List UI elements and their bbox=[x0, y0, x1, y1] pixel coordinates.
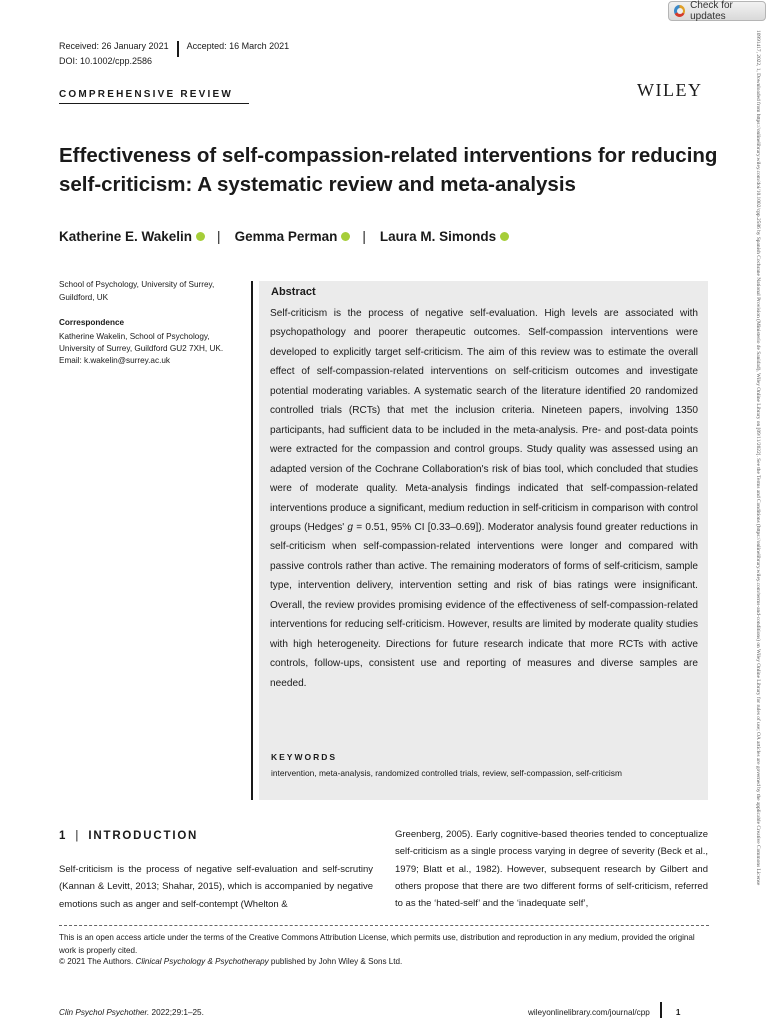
doi[interactable]: DOI: 10.1002/cpp.2586 bbox=[59, 56, 153, 66]
crossmark-icon bbox=[674, 5, 685, 17]
copyright-note bbox=[59, 957, 402, 966]
side-download-notice: 10991417, 2022, 1, Downloaded from https://onlinelibrary.wiley.com/doi/10.1002/cpp.2586 by Spanish Cochrane National Provision (Ministerio de Sanidad), Wiley Online Library on [09/11/2022]. See the Terms and Conditions (https://onlinelibrary.wiley.com/terms-and-conditions) on Wiley Online Library for rules of use; OA articles are governed by the applicable Creative Commons License bbox=[755, 30, 761, 886]
check-for-updates-button[interactable] bbox=[668, 1, 766, 21]
affiliation: School of Psychology, University of Surrey, Guildford, UK bbox=[59, 280, 215, 302]
journal-name: Clinical Psychology & Psychotherapy bbox=[135, 957, 269, 966]
author-separator: | bbox=[362, 229, 366, 244]
abstract-rule bbox=[251, 281, 253, 800]
orcid-icon[interactable] bbox=[341, 232, 350, 241]
author-name[interactable]: Laura M. Simonds bbox=[379, 229, 497, 244]
correspondence-line: Katherine Wakelin, School of Psychology, bbox=[59, 332, 210, 341]
hedges-g-symbol: g bbox=[347, 521, 354, 533]
copyright-suffix: published by John Wiley & Sons Ltd. bbox=[268, 957, 403, 966]
license-note: This is an open access article under the terms of the Creative Commons Attribution License, which permits use, distribution and reproduction in any medium, provided the original work is properly cited. bbox=[59, 933, 695, 955]
footer-separator bbox=[660, 1002, 662, 1018]
correspondence-details bbox=[59, 331, 249, 367]
abstract-heading: Abstract bbox=[271, 286, 316, 298]
author-list bbox=[59, 229, 509, 244]
correspondence-email[interactable]: Email: k.wakelin@surrey.ac.uk bbox=[59, 356, 170, 365]
page-number: 1 bbox=[675, 1008, 681, 1017]
keywords-list: intervention, meta-analysis, randomized controlled trials, review, self-compassion, self-criticism bbox=[271, 768, 622, 778]
abstract-text bbox=[270, 304, 698, 693]
correspondence-line: University of Surrey, Guildford GU2 7XH, UK. bbox=[59, 344, 224, 353]
section-number: 1 bbox=[59, 830, 66, 842]
introduction-right-column: Greenberg, 2005). Early cognitive-based theories tended to conceptualize self-criticism as a single process varying in degree of severity (Beck et al., 1979; Blatt et al., 1982). However, subsequent research by Gilbert and others propose that there are two different forms of self-criticism, referred to as the ‘hated-self’ and the ‘inadequate self’, bbox=[395, 829, 708, 910]
orcid-icon[interactable] bbox=[500, 232, 509, 241]
section-label: COMPREHENSIVE REVIEW bbox=[59, 89, 234, 100]
citation-journal: Clin Psychol Psychother. bbox=[59, 1008, 150, 1017]
journal-url[interactable]: wileyonlinelibrary.com/journal/cpp bbox=[528, 1008, 650, 1017]
copyright-prefix: © 2021 The Authors. bbox=[59, 957, 136, 966]
article-dates bbox=[59, 38, 289, 54]
footnote-divider bbox=[59, 925, 709, 926]
orcid-icon[interactable] bbox=[196, 232, 205, 241]
correspondence-heading: Correspondence bbox=[59, 318, 125, 327]
abstract-text-part: = 0.51, 95% CI [0.33–0.69]). Moderator analysis found greater reductions in self-criticism when self-compassion-related interventions were longer and compared with passive controls rather than active. The remaining moderators of forms of self-criticism, sample type, intervention delivery, intervention setting and risk of bias ratings were insignificant. Overall, the review provides promising evidence of the effectiveness of self-compassion-related interventions for reducing self-criticism. However, results are limited by moderate quality studies with high heterogeneity. Directions for future research indicate that more RCTs with active controls, follow-ups, consistent use and reporting of measures and diverse samples are needed. bbox=[270, 521, 698, 689]
citation bbox=[59, 1008, 204, 1017]
section-underline bbox=[59, 103, 249, 104]
received-date: Received: 26 January 2021 bbox=[59, 41, 169, 51]
keywords-heading: KEYWORDS bbox=[271, 752, 338, 762]
check-for-updates-label: Check for updates bbox=[690, 0, 733, 22]
accepted-date: Accepted: 16 March 2021 bbox=[186, 41, 290, 51]
date-separator bbox=[177, 41, 179, 57]
section-number-separator: | bbox=[75, 830, 79, 842]
citation-volume: 2022;29:1–25. bbox=[149, 1008, 204, 1017]
introduction-heading bbox=[59, 830, 198, 842]
article-title: Effectiveness of self-compassion-related interventions for reducing self-criticism: A systematic review and meta-analysis bbox=[59, 144, 718, 196]
section-title: INTRODUCTION bbox=[88, 830, 199, 842]
abstract-text-part: Self-criticism is the process of negative self-evaluation. High levels are associated with psychopathology and poorer therapeutic outcomes. Self-compassion interventions were developed to explicitly target self-criticism. The aim of this review was to estimate the overall effect of self-compassion-related interventions on self-criticism outcomes and investigate potential moderating variables. A systematic search of the literature identified 20 randomized controlled trials (RCTs) that met the inclusion criteria. Nineteen papers, involving 1350 participants, had sufficient data to be included in the meta-analysis. Pre- and post-data points were extracted for the compassion and control groups. Study quality was assessed using an adapted version of the Cochrane Collaboration's risk of bias tool, which concluded that studies were of moderate quality. Meta-analysis findings indicated that self-compassion-related interventions produce a significant, medium reduction in self-criticism in comparison with control groups (Hedges' bbox=[270, 308, 698, 533]
publisher-logo: WILEY bbox=[637, 80, 703, 100]
author-name[interactable]: Katherine E. Wakelin bbox=[59, 229, 193, 244]
author-separator: | bbox=[217, 229, 221, 244]
author-name[interactable]: Gemma Perman bbox=[234, 229, 338, 244]
introduction-left-column: Self-criticism is the process of negative self-evaluation and self-scrutiny (Kannan & Levitt, 2013; Shahar, 2015), which is accompanied by negative emotions such as anger and self-contempt (Whelton & bbox=[59, 864, 373, 910]
footer-right bbox=[528, 1008, 680, 1018]
